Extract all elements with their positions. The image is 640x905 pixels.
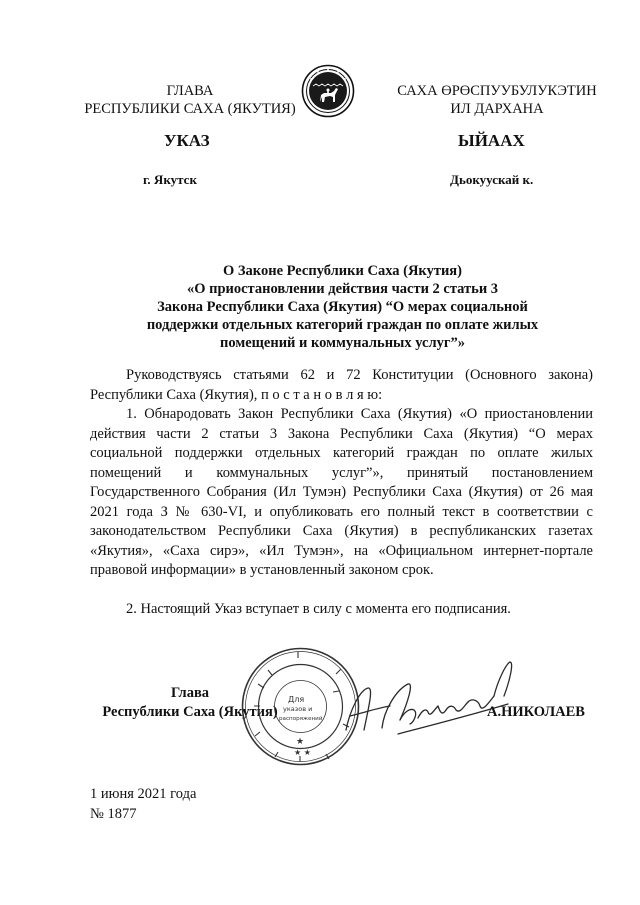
title-line: помещений и коммунальных услуг”» — [220, 335, 465, 351]
signatory-title-line1: Глава — [170, 685, 210, 701]
svg-text:★: ★ — [296, 737, 305, 747]
handwritten-signature — [338, 650, 518, 745]
stamp-inner-line2: указов и — [283, 705, 313, 713]
doc-type-russian: УКАЗ — [164, 131, 210, 150]
decree-number: № 1877 — [90, 806, 137, 822]
preamble-paragraph: Руководствуясь статьями 62 и 72 Конституции (Основного закона) Республики Саха (Якутия), п о с т а н о в л я ю: — [90, 367, 593, 403]
signatory-title-line2: Республики Саха (Якутия) — [102, 704, 278, 720]
signatory-name: А.НИКОЛАЕВ — [487, 704, 585, 720]
svg-text:★ ★: ★ ★ — [294, 748, 311, 757]
stamp-inner-line3: распоряжений — [279, 716, 323, 722]
item-1-paragraph: 1. Обнародовать Закон Республики Саха (Якутия) «О приостановлении действия части 2 статьи 3 Закона Республики Саха (Якутия) “О мерах социальной поддержки отдельных категорий граждан по оплате жилых помещений и коммунальных услуг”», принятый постановлением Государственного Собрания (Ил Тумэн) Республики Саха (Якутия) от 26 мая 2021 года З № 630-VI, и опубликовать его полный текст в соответствии с законодательством Республики Саха (Якутия) в республиканских газетах «Якутия», «Саха сирэ», «Ил Тумэн», на «Официальном интернет-портале правовой информации» в установленный законом срок. — [90, 406, 593, 578]
issuer-sakha-line2: ИЛ ДАРХАНА — [450, 101, 544, 117]
title-line: поддержки отдельных категорий граждан по оплате жилых — [146, 317, 539, 333]
issuer-russian-line2: РЕСПУБЛИКИ САХА (ЯКУТИЯ) — [84, 101, 296, 117]
title-line: О Законе Республики Саха (Якутия) — [223, 263, 462, 279]
title-line: Закона Республики Саха (Якутия) “О мерах социальной — [157, 299, 528, 315]
city-russian: г. Якутск — [143, 172, 197, 187]
stamp-inner-line1: Для — [288, 695, 305, 704]
item-2-paragraph: 2. Настоящий Указ вступает в силу с момента его подписания. — [126, 601, 511, 617]
doc-type-sakha: ЫЙААХ — [458, 131, 525, 150]
issuer-sakha — [382, 82, 612, 118]
issuer-sakha-line1: САХА ӨРӨСПУУБУЛУКЭТИН — [397, 83, 597, 99]
decree-title — [95, 262, 590, 352]
decree-date: 1 июня 2021 года — [90, 786, 197, 802]
issuer-russian-line1: ГЛАВА — [166, 83, 214, 99]
city-sakha: Дьокуускай к. — [450, 172, 534, 187]
issuer-russian — [70, 82, 310, 118]
title-line: «О приостановлении действия части 2 статьи 3 — [186, 281, 499, 297]
coat-of-arms-emblem — [301, 64, 355, 118]
